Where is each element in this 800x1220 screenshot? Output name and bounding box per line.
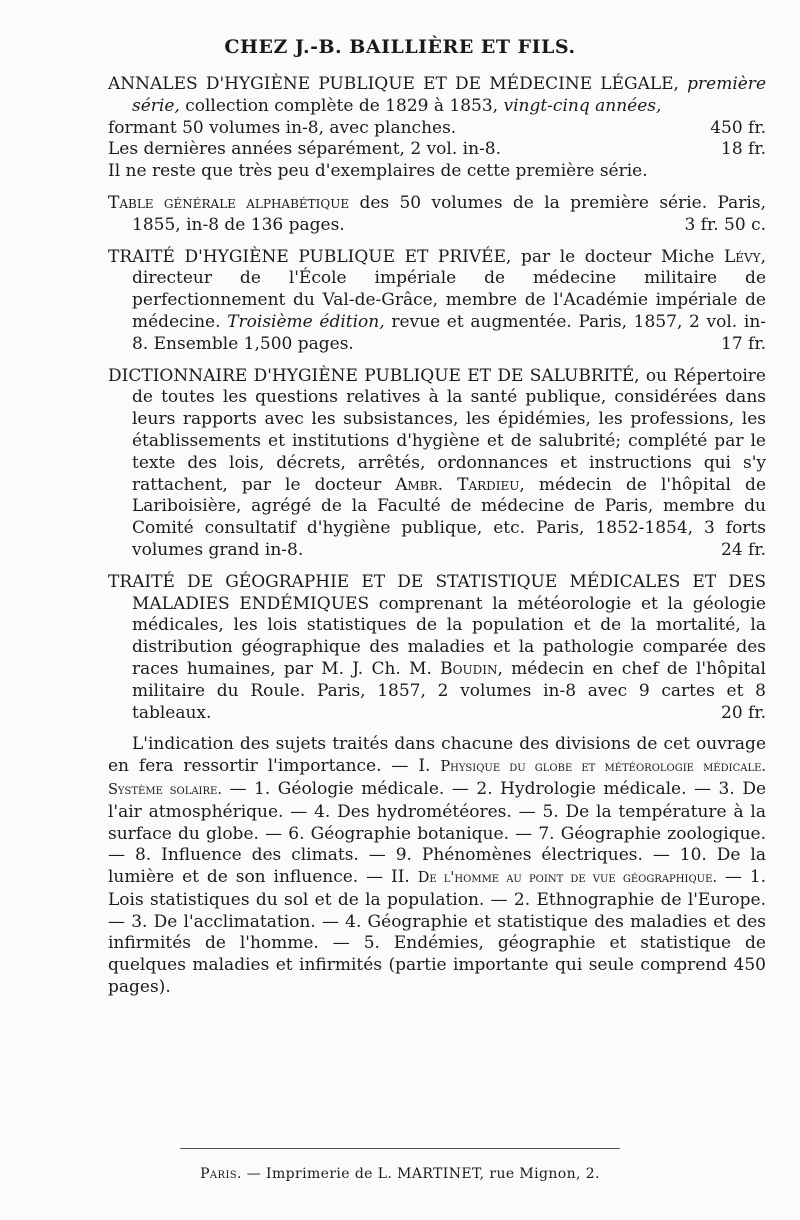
annales-desc3: Les dernières années séparément, 2 vol. in-8.	[108, 139, 502, 160]
annales-price1: 450 fr.	[710, 117, 766, 138]
part1-title: Physique du globe et météorologie médicale. Système solaire.	[108, 759, 766, 798]
entry-table-generale	[108, 193, 766, 237]
traite-hygiene-by: par le docteur Miche	[520, 246, 715, 267]
traite-hygiene-title: TRAITÉ D'HYGIÈNE PUBLIQUE ET PRIVÉE,	[108, 246, 512, 267]
footer-city: Paris.	[200, 1166, 242, 1182]
entry-dictionnaire	[108, 366, 766, 562]
dictionnaire-desc2: , médecin de l'hôpital de Lariboisière, agrégé de la Faculté de médecine de Paris, membre du Comité consultatif d'hygiène publique, etc. Paris, 1852-1854, 3 forts volumes grand in-8.	[132, 474, 766, 560]
traite-hygiene-desc: , directeur de l'École impériale de médecine militaire de perfectionnement du Val-de-Grâce, membre de l'Académie impériale de médecine.	[132, 246, 766, 332]
entry-annales	[108, 74, 766, 183]
annales-price2: 18 fr.	[721, 139, 766, 160]
page-header: CHEZ J.-B. BAILLIÈRE ET FILS.	[224, 36, 576, 58]
dictionnaire-desc: ou Répertoire de toutes les questions relatives à la santé publique, considérées dans leurs rapports avec les subsistances, les épidémies, les professions, les établissements et institutions d'hygiène et de salubrité; complété par le texte des lois, décrets, arrêtés, ordonnances et instructions qui s'y rattachent, par le docteur	[132, 365, 766, 495]
dictionnaire-title: DICTIONNAIRE D'HYGIÈNE PUBLIQUE ET DE SALUBRITÉ,	[108, 365, 640, 386]
annales-desc1: collection complète de 1829 à 1853,	[185, 95, 499, 116]
geographie-title: TRAITÉ DE GÉOGRAPHIE ET DE STATISTIQUE MÉDICALES ET DES MALADIES ENDÉMIQUES	[108, 571, 766, 614]
geographie-price: 20 fr.	[721, 702, 766, 723]
annales-note: Il ne reste que très peu d'exemplaires de cette première série.	[108, 161, 648, 182]
geographie-author: Boudin	[440, 658, 498, 679]
catalog-body	[108, 74, 766, 999]
table-title: Table générale alphabétique	[108, 192, 350, 213]
annales-series: première série,	[132, 74, 766, 116]
annales-desc2: formant 50 volumes in-8, avec planches.	[108, 117, 457, 138]
entry-geographie	[108, 572, 766, 725]
part2-num: II.	[391, 867, 410, 888]
traite-hygiene-edition: Troisième édition,	[227, 311, 385, 332]
dictionnaire-author: Ambr. Tardieu	[395, 474, 520, 495]
footer-divider	[180, 1148, 620, 1149]
part2-title: De l'homme au point de vue géographique.	[417, 870, 717, 887]
annales-title: ANNALES D'HYGIÈNE PUBLIQUE ET DE MÉDECINE LÉGALE,	[108, 74, 679, 94]
geographie-desc2: , médecin en chef de l'hôpital militaire du Roule. Paris, 1857, 2 volumes in-8 avec 9 cartes et 8 tableaux.	[132, 658, 766, 723]
geographie-desc: comprenant la météorologie et la géologie médicales, les lois statistiques de la population et de la mortalité, la distribution géographique des maladies et la pathologie comparée des races humaines, par M. J. Ch. M.	[132, 593, 766, 679]
printer-footer	[0, 1166, 800, 1182]
dictionnaire-price: 24 fr.	[721, 539, 766, 560]
table-price: 3 fr. 50 c.	[684, 214, 766, 235]
indication-intro: L'indication des sujets traités dans chacune des divisions de cet ouvrage en fera ressortir l'importance. — I.	[108, 734, 766, 777]
annales-years: vingt-cinq années,	[503, 95, 662, 116]
part1-body: — 1. Géologie médicale. — 2. Hydrologie médicale. — 3. De l'air atmosphérique. — 4. Des hydrométéores. — 5. De la température à la surface du globe. — 6. Géographie botanique. — 7. Géographie zoologique. — 8. Influence des climats. — 9. Phénomènes électriques. — 10. De la lumière et de son influence. —	[108, 778, 767, 888]
table-desc: des 50 volumes de la première série. Paris, 1855, in-8 de 136 pages.	[132, 192, 766, 235]
indication-paragraph	[108, 734, 766, 999]
entry-traite-hygiene	[108, 247, 766, 356]
traite-hygiene-price: 17 fr.	[721, 333, 766, 354]
traite-hygiene-desc2: revue et augmentée. Paris, 1857, 2 vol. in-8. Ensemble 1,500 pages.	[132, 311, 767, 354]
footer-text: — Imprimerie de L. MARTINET, rue Mignon, 2.	[246, 1166, 600, 1182]
traite-hygiene-author: Lévy	[723, 246, 761, 267]
part2-body: — 1. Lois statistiques du sol et de la population. — 2. Ethnographie de l'Europe. — 3. De l'acclimatation. — 4. Géographie et statistique des maladies et des infirmités de l'homme. — 5. Endémies, géographie et statistique de quelques maladies et infirmités (partie importante qui seule comprend 450 pages).	[108, 867, 767, 998]
